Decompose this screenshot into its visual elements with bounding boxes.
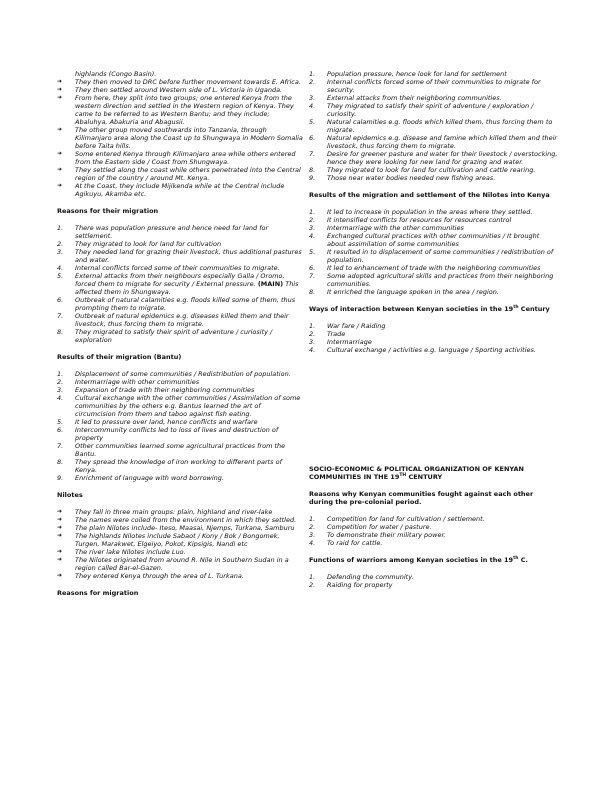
list-item: 1. War fare / Raiding (309, 322, 386, 330)
reasons-list (57, 224, 303, 344)
bullet-arrow-icon: ➜ (57, 78, 63, 85)
list-item: 3. Intermarriage with the other communities (309, 224, 464, 232)
list-item: 4. Cultural exchange with the other communities / Assimilation of some communities by the others e.g. Bantus learned the art of circumcision from them and taboo against fish eating. (57, 394, 301, 418)
bantu-bullet-list (57, 78, 303, 198)
list-item: 7. Some adopted agricultural skills and practices from their neighboring communities. (309, 272, 554, 288)
list-item: 3. They needed land for grazing their livestock, thus additional pastures and water. (57, 248, 302, 264)
list-item: ➜ The highlands Nilotes include Sabaot / Kony / Bok / Bongomek, Turgen, Marakwet, Elgeiyo, Pokot, Kipsigis, Nandi etc (57, 532, 280, 548)
nilote-results-list (309, 208, 559, 296)
list-item: 1. Population pressure, hence look for land for settlement (309, 70, 507, 78)
list-item: 5. It resulted in to displacement of some communities / redistribution of population. (309, 248, 554, 264)
list-item: ➜ They entered Kenya through the area of L. Turkana. (57, 572, 244, 580)
ways-list (309, 322, 559, 354)
list-item: 2. Raiding for property (309, 581, 393, 589)
fought-list (309, 515, 559, 547)
bullet-arrow-icon: ➜ (57, 508, 63, 515)
bullet-arrow-icon: ➜ (57, 94, 63, 101)
list-item: 9. Enrichment of language with word borrowing. (57, 474, 224, 482)
list-item: 5. External attacks from their neighbours especially Galla / Oromo, forced them to migrate for security / External pressure. (MAIN) This affected them in Shungwaya. (57, 272, 299, 296)
section-heading-reasons: Reasons for their migration (57, 207, 159, 215)
list-item: ➜ The Nilotes originated from around R. Nile in Southern Sudan in a region called Bar-el-Gazen. (57, 556, 289, 572)
list-item: 4. To raid for cattle. (309, 539, 383, 547)
list-item: 2. They migrated to look for land for cultivation (57, 240, 222, 248)
section-heading-ways: Ways of interaction between Kenyan societies in the 19th Century (309, 304, 550, 313)
bullet-arrow-icon: ➜ (57, 150, 63, 157)
nilote-reasons-list (309, 70, 559, 182)
list-item: 8. It enriched the language spoken in the area / region. (309, 288, 499, 296)
list-item: 2. It intensified conflicts for resources for resources control (309, 216, 512, 224)
list-item: 1. There was population pressure and hence need for land for settlement. (57, 224, 269, 240)
list-item: 9. Those near water bodies needed new fishing areas. (309, 174, 496, 182)
list-item: 3. External attacks from their neighboring communities. (309, 94, 502, 102)
list-item: ➜ They then moved to DRC before further movement towards E. Africa. (57, 78, 301, 86)
list-item: ➜ The plain Nilotes include- Iteso, Maasai, Njemps, Turkana, Samburu (57, 524, 295, 532)
section-heading-reasons-migration: Reasons for migration (57, 589, 139, 597)
section-heading-nilotes: Nilotes (57, 491, 83, 499)
list-item: ➜ The river lake Nilotes include Luo. (57, 548, 186, 556)
list-item: ➜ Some entered Kenya through Kilimanjaro area while others entered from the Eastern side / Coast from Shungwaya. (57, 150, 296, 166)
list-item: 7. Other communities learned some agricultural practices from the Bantu. (57, 442, 286, 458)
section-heading-results-bantu: Results of their migration (Bantu) (57, 353, 182, 361)
list-item: 5. It led to pressure over land, hence conflicts and warfare (57, 418, 258, 426)
list-item: 3. Intermarriage (309, 338, 372, 346)
list-item: 4. They migrated to satisfy their spirit of adventure / exploration / curiosity. (309, 102, 534, 118)
list-item: 8. They spread the knowledge of iron working to different parts of Kenya. (57, 458, 282, 474)
list-item: 4. Cultural exchange / activities e.g. language / Sporting activities. (309, 346, 536, 354)
list-item: 2. Trade (309, 330, 346, 338)
list-item: 8. They migrated to satisfy their spirit of adventure / curiosity / exploration (57, 328, 273, 344)
left-column (57, 70, 303, 606)
list-item: ➜ They settled along the coast while others penetrated into the Central region of the country / around Mt. Kenya. (57, 166, 301, 182)
list-item: 3. Expansion of trade with their neighboring communities (57, 386, 255, 394)
list-item: ➜ They then settled around Western side of L. Victoria in Uganda. (57, 86, 283, 94)
list-item: 2. Internal conflicts forced some of their communities to migrate for security. (309, 78, 541, 94)
warriors-list (309, 573, 559, 589)
bullet-arrow-icon: ➜ (57, 572, 63, 579)
intro-continuation: highlands (Congo Basin). (75, 70, 157, 78)
bullet-arrow-icon: ➜ (57, 548, 63, 555)
list-item: 1. It led to increase in population in the areas where they settled. (309, 208, 533, 216)
list-item: ➜ They fall in three main groups: plain, highland and river-lake (57, 508, 273, 516)
section-heading-socio-economic: SOCIO-ECONOMIC & POLITICAL ORGANIZATION OF KENYAN COMMUNITIES IN THE 19TH CENTURY (309, 465, 524, 481)
list-item: 1. Competition for land for cultivation / settlement. (309, 515, 485, 523)
bullet-arrow-icon: ➜ (57, 532, 63, 539)
list-item: 7. Desire for greener pasture and water for their livestock / overstocking, hence they were looking for new land for grazing and water. (309, 150, 558, 166)
list-item: 6. Intercommunity conflicts led to loss of lives and destruction of property (57, 426, 279, 442)
list-item: ➜ From here, they split into two groups; one entered Kenya from the western direction and settled in the Western region of Kenya. They came to be referred to as Western Bantu; and they include; Abaluhya, Abakuria and Abagusii. (57, 94, 294, 126)
bullet-arrow-icon: ➜ (57, 126, 63, 133)
list-item: 2. Competition for water / pasture. (309, 523, 432, 531)
section-heading-fought: Reasons why Kenyan communities fought against each other during the pre-colonial period. (309, 490, 534, 506)
list-item: 4. Internal conflicts forced some of their communities to migrate. (57, 264, 280, 272)
list-item: ➜ The other group moved southwards into Tanzania, through Kilimanjaro area along the Coast up to Shungwaya in Modern Somalia before Taita hills. (57, 126, 303, 150)
right-column (309, 70, 559, 589)
list-item: ➜ At the Coast, they include Mijikenda while at the Central include Agikuyu, Akamba etc. (57, 182, 285, 198)
list-item: 6. It led to enhancement of trade with the neighboring communities (309, 264, 541, 272)
list-item: 8. They migrated to look for land for cultivation and cattle rearing. (309, 166, 536, 174)
results-list (57, 370, 303, 482)
list-item: 6. Outbreak of natural calamities e.g. floods killed some of them, thus prompting them to migrate. (57, 296, 296, 312)
bullet-arrow-icon: ➜ (57, 182, 63, 189)
bullet-arrow-icon: ➜ (57, 524, 63, 531)
main-tag: (MAIN) (257, 280, 284, 288)
section-heading-warriors: Functions of warriors among Kenyan societies in the 19th C. (309, 555, 528, 564)
bullet-arrow-icon: ➜ (57, 556, 63, 563)
bullet-arrow-icon: ➜ (57, 86, 63, 93)
bullet-arrow-icon: ➜ (57, 166, 63, 173)
list-item: 4. Exchanged cultural practices with other communities / It brought about assimilation of some communities (309, 232, 540, 248)
section-heading-nilote-results: Results of the migration and settlement of the Nilotes into Kenya (309, 191, 550, 199)
list-item: 2. Intermarriage with other communities (57, 378, 200, 386)
bullet-arrow-icon: ➜ (57, 516, 63, 523)
list-item: 5. Natural calamities e.g. floods which killed them, thus forcing them to migrate. (309, 118, 553, 134)
list-item: 6. Natural epidemics e.g. disease and famine which killed them and their livestock, thus forcing them to migrate. (309, 134, 558, 150)
list-item: 1. Defending the community. (309, 573, 414, 581)
list-item: 3. To demonstrate their military power. (309, 531, 446, 539)
list-item: ➜ The names were coiled from the environment in which they settled. (57, 516, 297, 524)
list-item: 1. Displacement of some communities / Redistribution of population. (57, 370, 291, 378)
nilotes-bullet-list (57, 508, 303, 580)
list-item: 7. Outbreak of natural epidemics e.g. diseases killed them and their livestock, thus forcing them to migrate. (57, 312, 289, 328)
blank-gap (309, 354, 559, 456)
